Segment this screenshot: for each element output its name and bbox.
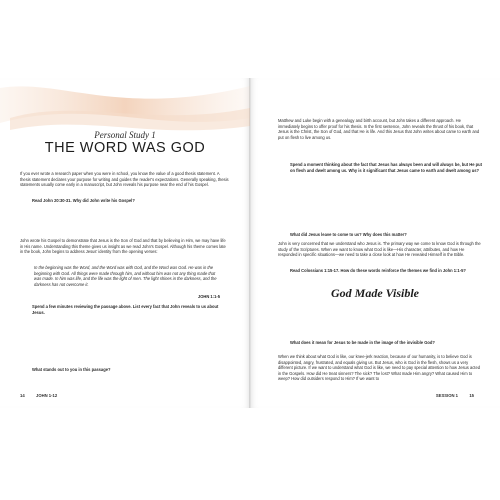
right-question-4: What does it mean for Jesus to be made in the image of the invisible God?	[290, 340, 435, 345]
intro-paragraph: If you ever wrote a research paper when you were in school, you know the value of a good thesis statement. A thesis statement declares your purpose for writing and guides the reader's expectations. Generally speaking, thesis statements usually come early in a manuscript, but John reveals his purpose near the end of his Gospel.	[20, 171, 229, 187]
scripture-quote: In the beginning was the Word, and the Word was with God, and the Word was God. He was in the beginning with God. All things were made through him, and without him was not any thing made that was made. In him was life, and the life was the light of men. The light shines in the darkness, and the darkness has not overcome it.	[34, 265, 217, 287]
scripture-reference: JOHN 1:1-5	[197, 294, 220, 299]
right-question-3: Read Colossians 1:15-17. How do these words reinforce the themes we find in John 1:1-5?	[290, 268, 466, 273]
right-question-2: What did Jesus leave to come to us? Why does this matter?	[290, 232, 407, 237]
open-book	[0, 78, 500, 408]
right-paragraph-2: John is very concerned that we understand who Jesus is. The primary way we come to know God is through the study of the Scriptures. When we want to know what God is like—His character, attributes, and how He responded in specific situations—we need to take a close look at how He revealed Himself in the Bible.	[278, 241, 481, 257]
page-title: THE WORD WAS GOD	[44, 140, 206, 156]
page-number-left: 14	[20, 393, 25, 398]
right-page	[250, 78, 500, 408]
question-1: Read John 20:30-31. Why did John write his Gospel?	[32, 198, 135, 203]
paragraph-2: John wrote his Gospel to demonstrate that Jesus is the Son of God and that by believing in Him, we may have life in His name. Understanding this theme gives us insight as we read John's Gospel. Although his theme comes late in the book, John begins to address Jesus' identity from the opening verses:	[20, 238, 226, 254]
running-head-left: JOHN 1-12	[36, 393, 58, 398]
right-question-1: Spend a moment thinking about the fact that Jesus has always been and will always be, but He put on flesh and dwelt among us. Why is it significant that Jesus came to earth and dwelt among us?	[290, 162, 482, 173]
section-heading: God Made Visible	[330, 286, 419, 300]
question-2: Spend a few minutes reviewing the passage above. List every fact that John reveals to us about Jesus.	[32, 304, 219, 315]
right-intro-paragraph: Matthew and Luke begin with a genealogy and birth account, but John takes a different approach. He immediately begins to offer proof for his thesis. In the first sentence, John reveals the thrust of his book, that Jesus is the Christ, the Son of God, and that He is life. And this Jesus that John writes about came to earth and put on flesh to live among us.	[278, 118, 480, 140]
right-paragraph-3: When we think about what God is like, our knee-jerk reaction, because of our humanity, is to believe God is disappointed, angry, frustrated, and equals giving us. But Jesus, who is God in the flesh, shows us a very different picture. If we want to understand what God is like, we need to pay special attention to how Jesus acted in the Gospels. How did He treat sinners? The sick? The lost? What made Him angry? What caused Him to weep? How did outsiders respond to Him? If we want to	[278, 354, 481, 381]
study-label: Personal Study 1	[94, 130, 156, 140]
book-gutter	[249, 78, 251, 408]
running-head-right: SESSION 1	[435, 393, 458, 398]
page-number-right: 15	[469, 393, 474, 398]
question-3: What stands out to you in this passage?	[32, 367, 111, 372]
left-page	[0, 78, 250, 408]
